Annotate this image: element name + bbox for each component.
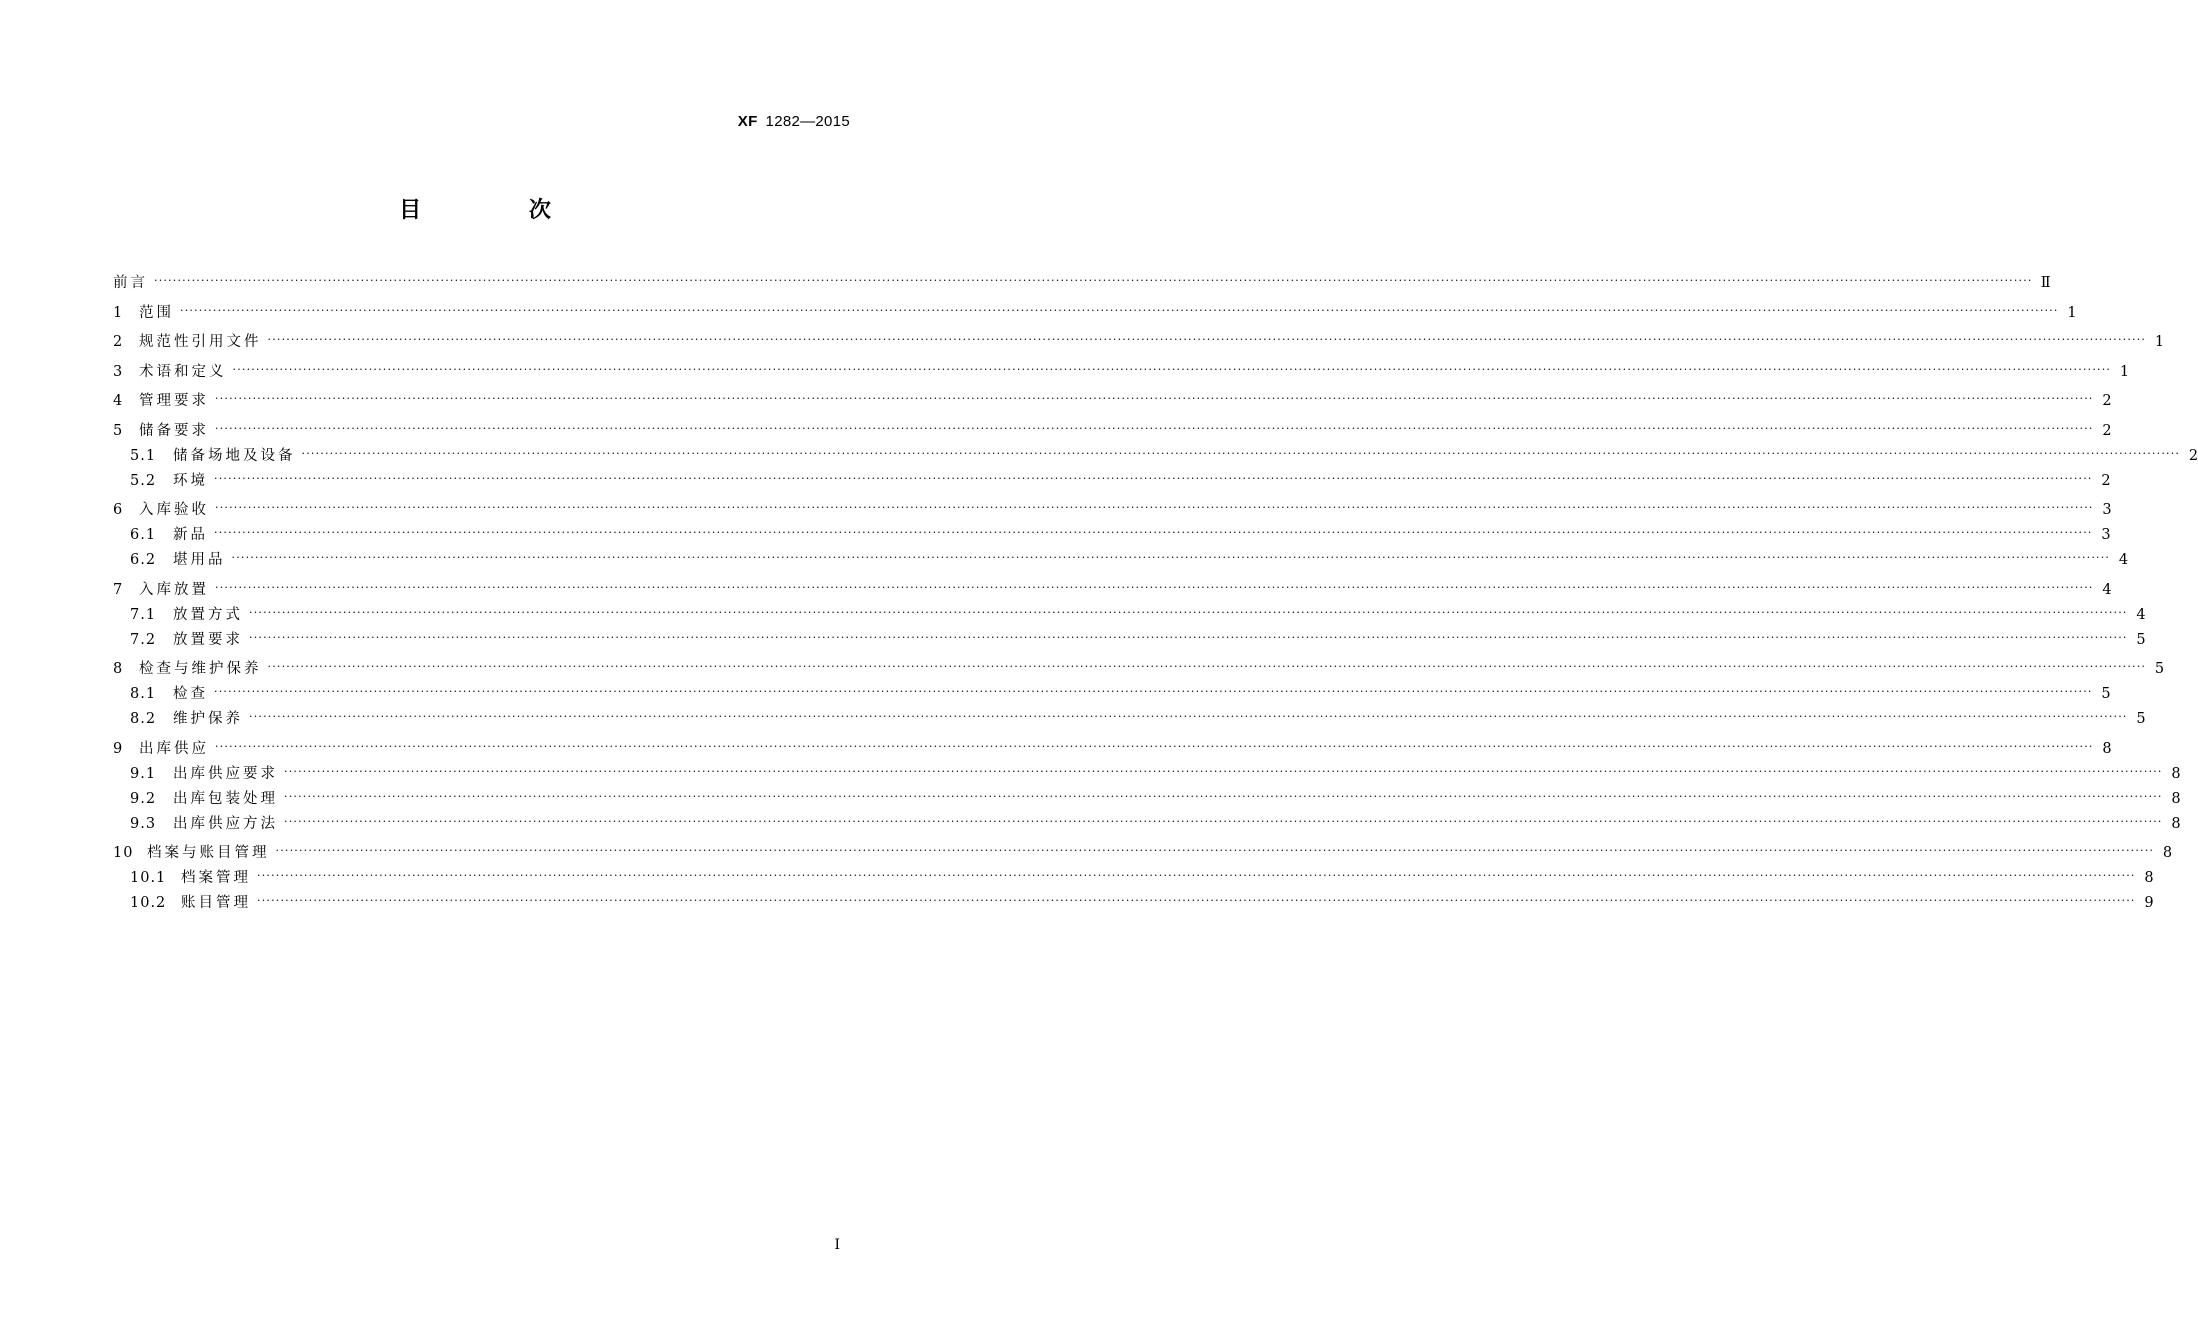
toc-entry-number: 7: [113, 581, 124, 598]
toc-entry[interactable]: [113, 471, 2111, 491]
toc-leader-dots: ················································································································································································································································································································································································································: [284, 789, 2163, 803]
toc-entry-label: 堪用品: [173, 552, 226, 568]
toc-leader-dots: ················································································································································································································································································································································································································: [257, 869, 2136, 882]
toc-entry[interactable]: [113, 526, 2111, 545]
toc-entry-number: 8.1: [130, 686, 157, 702]
standard-number: 1282—2015: [765, 113, 850, 130]
toc-entry-page: 2: [2102, 422, 2112, 439]
toc-entry-number: 5.1: [130, 447, 157, 464]
toc-entry[interactable]: [113, 501, 2112, 520]
toc-entry-page: 5: [2154, 661, 2165, 677]
toc-entry-number: 3: [113, 363, 124, 380]
toc-entry-number: 10: [113, 845, 134, 861]
toc-entry-label: 范围: [139, 304, 174, 321]
toc-leader-dots: ················································································································································································································································································································································································································: [257, 894, 2136, 907]
toc-entry[interactable]: [113, 739, 2112, 759]
toc-leader-dots: ················································································································································································································································································································································································································: [214, 471, 2093, 485]
toc-leader-dots: ················································································································································································································································································································································································································: [231, 551, 2111, 564]
toc-entry-label: 出库供应: [139, 740, 209, 757]
page-title: 目 次: [399, 198, 601, 223]
toc-entry-label: 档案管理: [181, 870, 251, 886]
toc-entry-page: 8: [2171, 815, 2181, 832]
toc-leader-dots: ················································································································································································································································································································································································································: [215, 739, 2094, 753]
toc-entry-number: 5.2: [130, 472, 157, 489]
toc-leader-dots: ················································································································································································································································································································································································································: [301, 446, 2181, 460]
toc-leader-dots: ················································································································································································································································································································································································································: [215, 421, 2094, 435]
toc-leader-dots: ················································································································································································································································································································································································································: [215, 392, 2094, 405]
toc-entry-number: 6: [113, 502, 124, 518]
toc-entry-page: 3: [2102, 502, 2112, 518]
toc-entry[interactable]: [113, 710, 2146, 729]
toc-entry-label: 放置方式: [173, 606, 243, 623]
toc-entry-page: 4: [2102, 581, 2112, 598]
toc-entry-number: 9.3: [130, 815, 157, 832]
toc-entry-label: 入库放置: [139, 581, 209, 598]
toc-leader-dots: ················································································································································································································································································································································································································: [232, 362, 2112, 376]
toc-entry-label: 档案与账目管理: [147, 845, 270, 861]
toc-entry-number: 1: [113, 304, 124, 321]
toc-entry-number: 8: [113, 661, 124, 677]
toc-entry-label: 新品: [173, 527, 208, 543]
toc-entry-label: 前言: [113, 275, 148, 291]
standard-code: [738, 113, 850, 130]
toc-entry-page: 5: [2136, 711, 2146, 727]
toc-entry-number: 8.2: [130, 711, 157, 727]
toc-leader-dots: ················································································································································································································································································································································································································: [214, 526, 2093, 539]
toc-entry-label: 检查与维护保养: [139, 661, 262, 677]
toc-entry[interactable]: [113, 446, 2198, 466]
toc-entry-label: 术语和定义: [139, 363, 227, 380]
standard-prefix: XF: [737, 113, 758, 130]
toc-leader-dots: ················································································································································································································································································································································································································: [249, 630, 2128, 644]
toc-leader-dots: ················································································································································································································································································································································································································: [180, 303, 2059, 317]
toc-entry-label: 入库验收: [139, 502, 209, 518]
toc-entry-page: 2: [2101, 472, 2111, 489]
toc-entry[interactable]: [113, 580, 2112, 600]
toc-entry-label: 环境: [173, 472, 208, 489]
toc-leader-dots: ················································································································································································································································································································································································································: [267, 660, 2147, 673]
toc-entry[interactable]: [113, 333, 2165, 352]
toc-entry-label: 出库供应方法: [173, 815, 278, 832]
toc-entry-number: 10.1: [130, 870, 167, 886]
toc-entry-label: 维护保养: [173, 711, 243, 727]
toc-entry-page: 2: [2188, 447, 2198, 464]
toc-entry[interactable]: [113, 764, 2181, 784]
toc-entry-page: 8: [2171, 790, 2181, 807]
toc-entry-page: 1: [2067, 304, 2077, 321]
toc-entry-label: 储备要求: [139, 422, 209, 439]
toc-entry[interactable]: [113, 392, 2112, 411]
toc-entry-page: 2: [2102, 393, 2112, 409]
toc-entry[interactable]: [113, 894, 2154, 913]
toc-entry[interactable]: [113, 869, 2154, 888]
toc-entry-page: 1: [2154, 334, 2165, 350]
toc-entry-page: 9: [2144, 895, 2154, 911]
toc-entry-number: 7.2: [130, 631, 157, 648]
toc-leader-dots: ················································································································································································································································································································································································································: [249, 605, 2128, 619]
toc-entry-label: 出库包装处理: [173, 790, 278, 807]
toc-entry-page: 5: [2101, 686, 2111, 702]
toc-entry-page: 5: [2136, 631, 2146, 648]
toc-entry-page: 3: [2101, 527, 2111, 543]
toc-entry[interactable]: [113, 789, 2181, 809]
toc-entry[interactable]: [113, 303, 2077, 323]
toc-entry-number: 10.2: [130, 895, 167, 911]
footer-page-number: I: [834, 1237, 840, 1253]
toc-entry-page: 1: [2119, 363, 2130, 380]
toc-entry-page: 8: [2162, 845, 2173, 861]
toc-leader-dots: ················································································································································································································································································································································································································: [284, 814, 2163, 828]
toc-entry-label: 出库供应要求: [173, 765, 278, 782]
toc-leader-dots: ················································································································································································································································································································································································································: [214, 685, 2093, 698]
toc-entry-number: 5: [113, 422, 124, 439]
toc-entry-number: 2: [113, 334, 124, 350]
toc-entry[interactable]: [113, 274, 2051, 293]
toc-entry[interactable]: [113, 362, 2130, 382]
toc-entry-page: 8: [2171, 765, 2181, 782]
toc-entry-number: 9.2: [130, 790, 157, 807]
toc-entry-number: 4: [113, 393, 124, 409]
toc-entry-page: 8: [2102, 740, 2112, 757]
toc-entry[interactable]: [113, 685, 2111, 704]
toc-entry-label: 储备场地及设备: [173, 447, 296, 464]
toc-entry[interactable]: [113, 844, 2173, 863]
table-of-contents: [113, 274, 2198, 913]
toc-entry-page: 4: [2136, 606, 2146, 623]
toc-entry-number: 9: [113, 740, 124, 757]
toc-leader-dots: ················································································································································································································································································································································································································: [275, 844, 2155, 857]
toc-entry[interactable]: [113, 605, 2146, 625]
toc-entry-page: 4: [2118, 552, 2129, 568]
toc-leader-dots: ················································································································································································································································································································································································································: [267, 333, 2147, 346]
toc-entry-number: 6.2: [130, 552, 157, 568]
toc-entry-number: 9.1: [130, 765, 157, 782]
toc-entry-label: 管理要求: [139, 393, 209, 409]
toc-entry[interactable]: [113, 630, 2146, 650]
toc-leader-dots: ················································································································································································································································································································································································································: [154, 274, 2033, 287]
toc-leader-dots: ················································································································································································································································································································································································································: [215, 501, 2094, 514]
toc-leader-dots: ················································································································································································································································································································································································································: [249, 710, 2128, 723]
toc-entry-page: 8: [2144, 870, 2154, 886]
toc-entry-label: 放置要求: [173, 631, 243, 648]
toc-entry[interactable]: [113, 551, 2129, 570]
toc-entry-page: Ⅱ: [2040, 275, 2051, 291]
toc-entry-label: 账目管理: [181, 895, 251, 911]
toc-entry[interactable]: [113, 814, 2181, 834]
toc-entry-label: 检查: [173, 686, 208, 702]
toc-leader-dots: ················································································································································································································································································································································································································: [284, 764, 2163, 778]
toc-leader-dots: ················································································································································································································································································································································································································: [215, 580, 2094, 594]
toc-entry[interactable]: [113, 660, 2165, 679]
toc-entry[interactable]: [113, 421, 2112, 441]
toc-entry-number: 6.1: [130, 527, 157, 543]
toc-entry-label: 规范性引用文件: [139, 334, 262, 350]
toc-entry-number: 7.1: [130, 606, 157, 623]
